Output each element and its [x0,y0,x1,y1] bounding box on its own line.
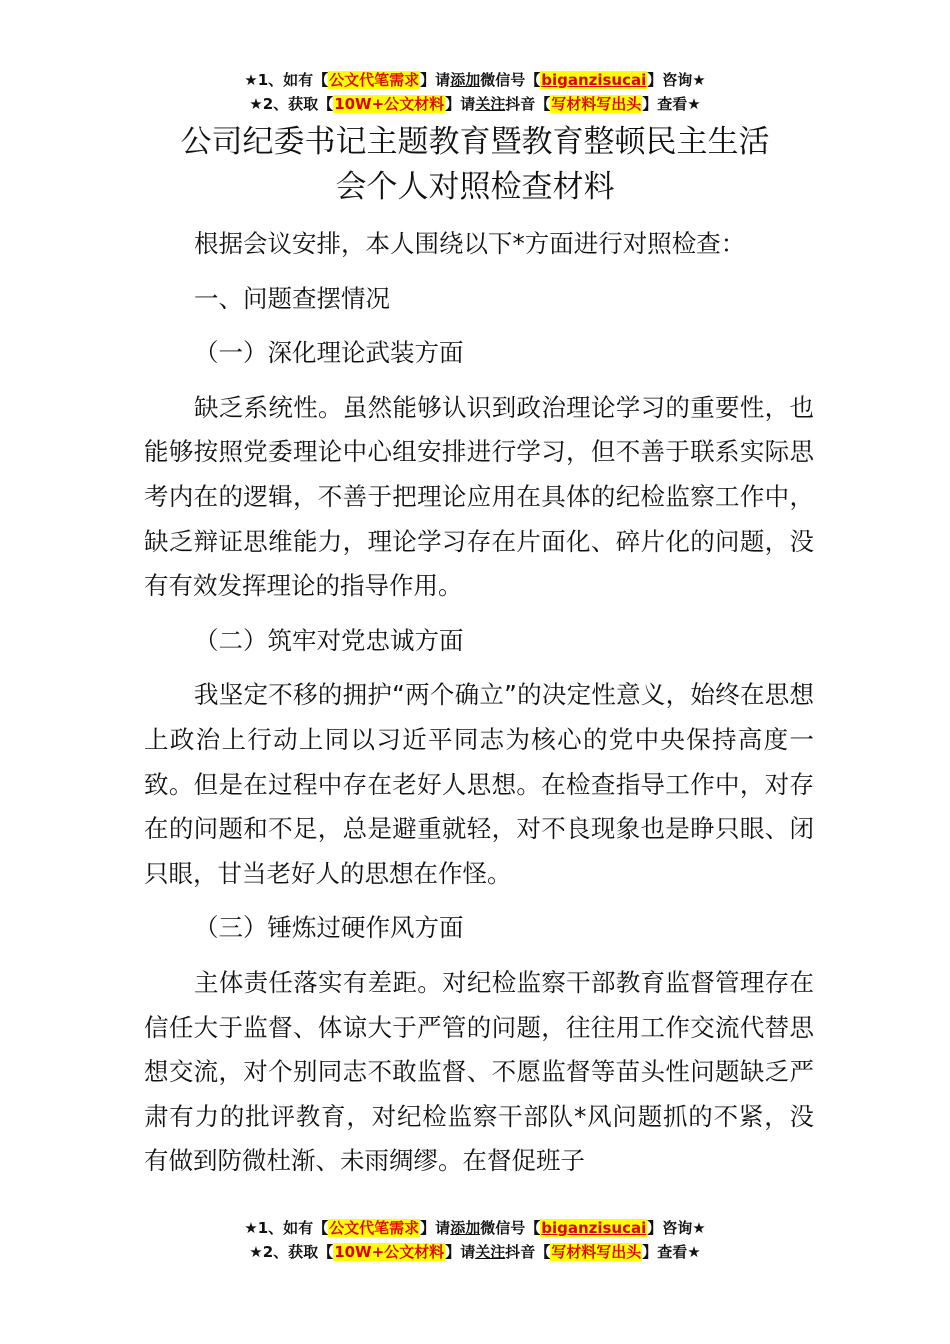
title-line-1: 公司纪委书记主题教育暨教育整顿民主生活 [180,124,770,160]
banner-emphasis: 关注 [475,1243,506,1261]
wechat-id-link[interactable]: biganzisucai [541,1219,647,1237]
banner-line-1 [0,68,950,92]
banner-text: 】请 [445,1243,476,1261]
subsection-heading: （一）深化理论武装方面 [194,338,464,368]
banner-line-2 [0,92,950,116]
highlight-tag: 公文代笔需求 [329,71,420,89]
body-paragraph: 缺乏系统性。虽然能够认识到政治理论学习的重要性，也能够按照党委理论中心组安排进行学习，但不善于联系实际思考内在的逻辑，不善于把理论应用在具体的纪检监察工作中，缺乏辩证思维能力，理论学习存在片面化、碎片化的问题，没有有效发挥理论的指导作用。 [144,392,814,601]
highlight-tag: 10W+公文材料 [334,95,445,113]
douyin-account-tag: 写材料写出头 [551,1243,642,1261]
banner-text: ★2、获取【 [249,95,334,113]
intro-paragraph: 根据会议安排，本人围绕以下*方面进行对照检查： [194,229,746,258]
douyin-account-tag: 写材料写出头 [551,95,642,113]
banner-text: ★2、获取【 [249,1243,334,1261]
footer-banner [0,1216,950,1264]
title-line-2: 会个人对照检查材料 [335,169,615,205]
highlight-tag: 公文代笔需求 [329,1219,420,1237]
subsection-heading: （二）筑牢对党忠诚方面 [194,625,464,655]
highlight-tag: 10W+公文材料 [334,1243,445,1261]
banner-emphasis: 关注 [475,95,506,113]
banner-line-1 [0,1216,950,1240]
wechat-id-link[interactable]: biganzisucai [541,71,647,89]
banner-text: ★1、如有【 [244,71,329,89]
body-paragraph: 我坚定不移的拥护“两个确立”的决定性意义，始终在思想上政治上行动上同以习近平同志为核心的党中央保持高度一致。但是在过程中存在老好人思想。在检查指导工作中，对存在的问题和不足，总是避重就轻，对不良现象也是睁只眼、闭只眼，甘当老好人的思想在作怪。 [144,680,814,888]
banner-text: 】咨询★ [647,1219,706,1237]
banner-text: ★1、如有【 [244,1219,329,1237]
section-heading: 一、问题查摆情况 [194,283,390,313]
banner-line-2 [0,1240,950,1264]
document-body [144,222,814,1184]
banner-emphasis: 添加 [450,1219,481,1237]
subsection-heading: （三）锤炼过硬作风方面 [194,913,464,943]
body-paragraph: 主体责任落实有差距。对纪检监察干部教育监督管理存在信任大于监督、体谅大于严管的问题，往往用工作交流代替思想交流，对个别同志不敢监督、不愿监督等苗头性问题缺乏严肃有力的批评教育，对纪检监察干部队*风问题抓的不紧，没有做到防微杜渐、未雨绸缪。在督促班子 [144,967,814,1176]
document-title [0,120,950,210]
banner-text: 】咨询★ [647,71,706,89]
banner-text: 】查看★ [642,95,701,113]
banner-text: 】请 [420,71,451,89]
banner-text: 微信号【 [480,1219,541,1237]
banner-text: 抖音【 [505,1243,551,1261]
banner-text: 】查看★ [642,1243,701,1261]
banner-text: 抖音【 [505,95,551,113]
banner-text: 】请 [420,1219,451,1237]
banner-text: 】请 [445,95,476,113]
header-banner [0,68,950,116]
banner-text: 微信号【 [480,71,541,89]
banner-emphasis: 添加 [450,71,481,89]
